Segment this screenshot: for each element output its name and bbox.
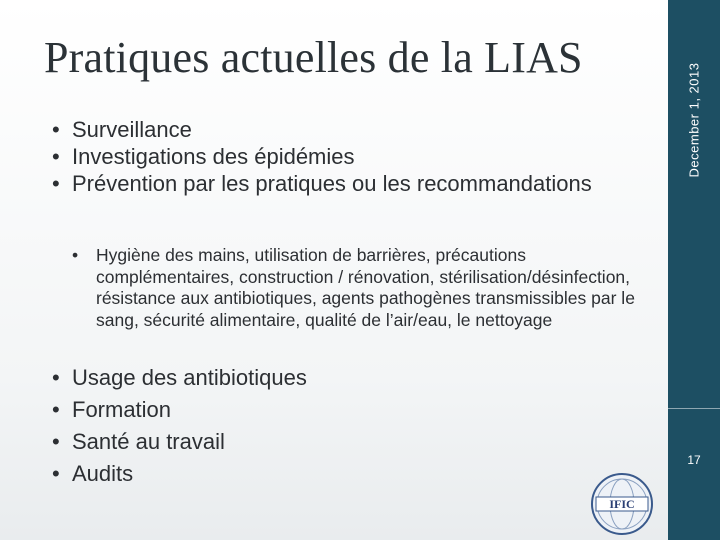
slide-title: Pratiques actuelles de la LIAS <box>44 33 583 82</box>
bullet-item: • Audits <box>48 458 307 490</box>
side-date: December 1, 2013 <box>686 62 702 178</box>
bullet-item: • Santé au travail <box>48 426 307 458</box>
bullet-item: • Investigations des épidémies <box>48 143 592 170</box>
page-number: 17 <box>687 453 701 467</box>
bullet-list-top <box>48 116 592 197</box>
sub-bullet-list <box>68 245 648 331</box>
side-divider <box>668 408 720 409</box>
bullet-item: • Prévention par les pratiques ou les recommandations <box>48 170 592 197</box>
bullet-item: • Formation <box>48 394 307 426</box>
ific-logo <box>588 470 656 538</box>
globe-icon <box>588 470 656 538</box>
side-bar <box>668 0 720 540</box>
bullet-item: • Surveillance <box>48 116 592 143</box>
bullet-list-bottom <box>48 362 307 490</box>
sub-bullet-item: • Hygiène des mains, utilisation de barrières, précautions complémentaires, construction / rénovation, stérilisation/désinfection, résistance aux antibiotiques, agents pathogènes transmissibles par le sang, sécurité alimentaire, qualité de l’air/eau, le nettoyage <box>68 245 648 331</box>
bullet-item: • Usage des antibiotiques <box>48 362 307 394</box>
logo-text: IFIC <box>609 497 635 511</box>
